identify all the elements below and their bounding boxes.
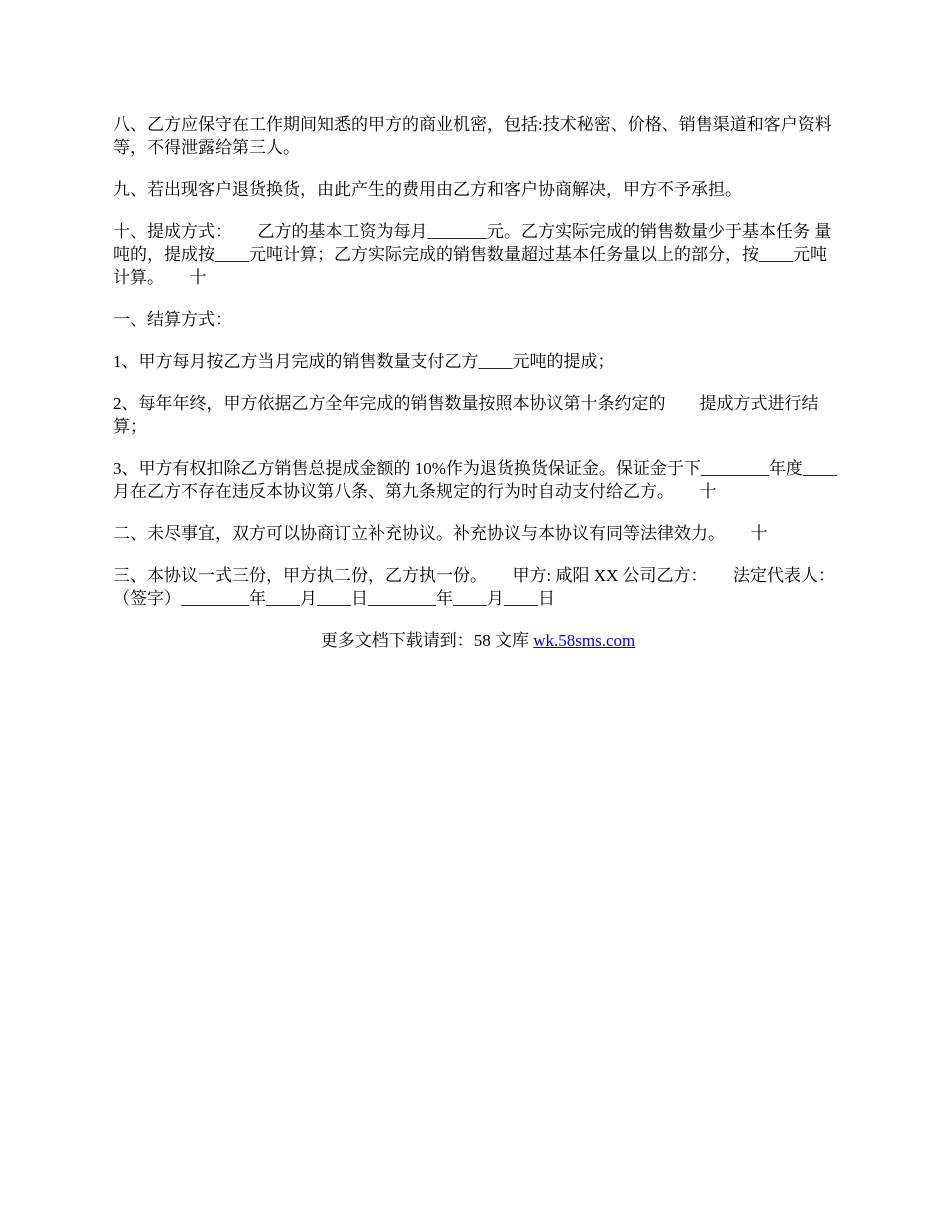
- paragraph-11-item-1: 1、甲方每月按乙方当月完成的销售数量支付乙方____元吨的提成；: [113, 352, 615, 371]
- paragraph-11-item-2: 2、每年年终，甲方依据乙方全年完成的销售数量按照本协议第十条约定的 提成方式进行结算；: [113, 394, 819, 436]
- document-page: [113, 113, 843, 652]
- footer: [113, 629, 843, 652]
- footer-link[interactable]: wk.58sms.com: [533, 631, 636, 650]
- paragraph-10: 十、提成方式： 乙方的基本工资为每月_______元。乙方实际完成的销售数量少于基本任务 量 吨的，提成按____元吨计算；乙方实际完成的销售数量超过基本任务量以上的部分，按____元吨计算。 十: [113, 222, 836, 287]
- footer-text: 更多文档下载请到：58 文库: [320, 631, 534, 650]
- paragraph-12: 二、未尽事宜，双方可以协商订立补充协议。补充协议与本协议有同等法律效力。 十: [113, 524, 768, 543]
- paragraph-9: 九、若出现客户退货换货，由此产生的费用由乙方和客户协商解决，甲方不予承担。: [113, 180, 742, 199]
- paragraph-13: 三、本协议一式三份，甲方执二份，乙方执一份。 甲方: 咸阳 XX 公司乙方： 法定代表人：（签字）________年____月____日________年____月____日: [113, 566, 836, 608]
- paragraph-11: 一、结算方式：: [113, 310, 232, 329]
- paragraph-11-item-3: 3、甲方有权扣除乙方销售总提成金额的 10%作为退货换货保证金。保证金于下________年度____月在乙方不存在违反本协议第八条、第九条规定的行为时自动支付给乙方。 十: [113, 459, 837, 501]
- paragraph-8: 八、乙方应保守在工作期间知悉的甲方的商业机密，包括:技术秘密、价格、销售渠道和客户资料等，不得泄露给第三人。: [113, 115, 832, 157]
